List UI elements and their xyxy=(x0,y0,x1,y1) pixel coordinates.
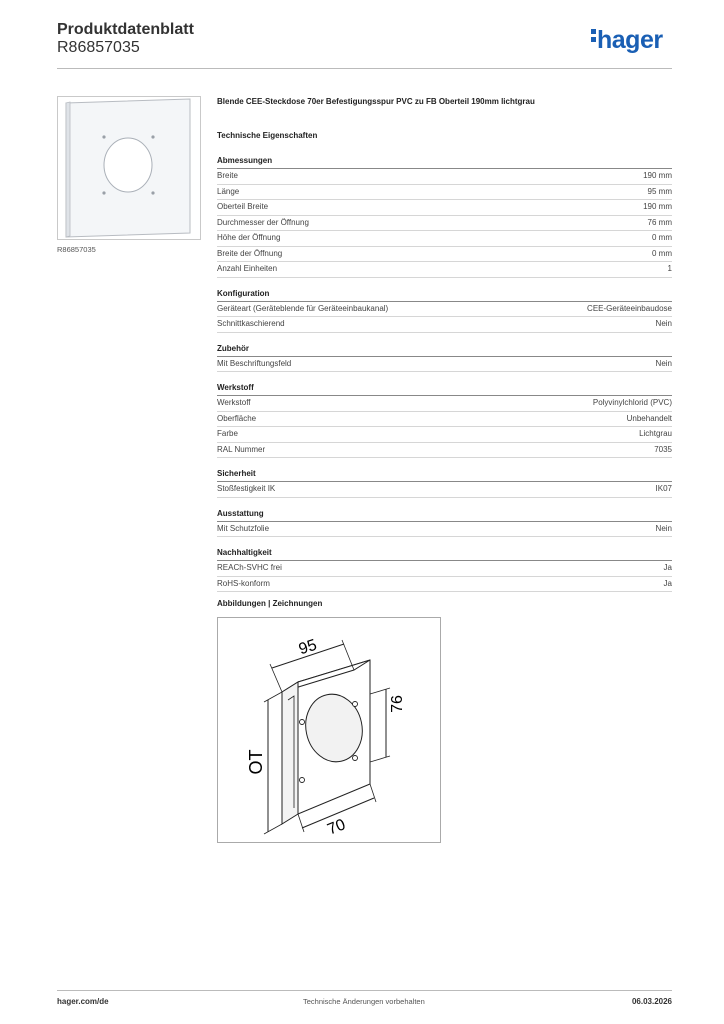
tech-heading: Technische Eigenschaften xyxy=(217,131,318,140)
property-value: 190 mm xyxy=(643,202,672,211)
property-value: Lichtgrau xyxy=(639,429,672,438)
property-value: 0 mm xyxy=(652,233,672,242)
footer-date: 06.03.2026 xyxy=(631,997,672,1006)
dim-bottom-label: 70 xyxy=(325,816,348,839)
section-title: Werkstoff xyxy=(217,381,672,396)
property-row xyxy=(217,577,672,593)
cover-plate-icon xyxy=(58,97,200,239)
property-row xyxy=(217,200,672,216)
property-value: 95 mm xyxy=(647,186,672,196)
section-title: Sicherheit xyxy=(217,467,672,482)
properties-tables xyxy=(217,149,672,592)
property-label: Höhe der Öffnung xyxy=(217,233,281,242)
property-label: Breite der Öffnung xyxy=(217,248,283,258)
property-value: Polyvinylchlorid (PVC) xyxy=(592,398,672,407)
page-title: Produktdatenblatt xyxy=(57,21,194,38)
property-label: Länge xyxy=(217,186,240,196)
property-value: 76 mm xyxy=(647,217,672,227)
section xyxy=(217,381,672,458)
section xyxy=(217,154,672,278)
property-row xyxy=(217,443,672,459)
illustrations-heading: Abbildungen | Zeichnungen xyxy=(217,599,323,608)
property-label: RAL Nummer xyxy=(217,444,266,454)
property-row xyxy=(217,317,672,333)
dim-side-label: OT xyxy=(246,749,266,775)
logo-dots-icon xyxy=(591,29,596,45)
property-value: Ja xyxy=(663,563,672,572)
section xyxy=(217,287,672,333)
header-divider xyxy=(57,68,672,69)
property-value: Ja xyxy=(663,578,672,588)
property-label: Durchmesser der Öffnung xyxy=(217,217,309,227)
property-label: Anzahl Einheiten xyxy=(217,264,278,273)
property-row xyxy=(217,482,672,498)
property-label: Breite xyxy=(217,171,238,180)
property-value: 0 mm xyxy=(652,248,672,258)
dim-width-label: 95 xyxy=(296,636,319,659)
property-row xyxy=(217,302,672,318)
property-value: CEE-Geräteeinbaudose xyxy=(587,303,672,313)
property-label: RoHS-konform xyxy=(217,578,270,588)
property-label: REACh-SVHC frei xyxy=(217,563,282,572)
property-row xyxy=(217,357,672,373)
product-image xyxy=(57,96,201,240)
product-title: Blende CEE-Steckdose 70er Befestigungsspur PVC zu FB Oberteil 190mm lichtgrau xyxy=(217,97,535,106)
property-value: Nein xyxy=(655,319,672,328)
section xyxy=(217,342,672,373)
property-row xyxy=(217,412,672,428)
footer-website-link[interactable]: hager.com/de xyxy=(57,997,109,1006)
article-number: R86857035 xyxy=(57,39,140,56)
property-row xyxy=(217,216,672,232)
footer-divider xyxy=(57,990,672,991)
property-row xyxy=(217,247,672,263)
property-value: Unbehandelt xyxy=(626,413,672,423)
property-row xyxy=(217,522,672,538)
section-title: Ausstattung xyxy=(217,507,672,522)
dim-height-label: 76 xyxy=(389,695,406,713)
section xyxy=(217,467,672,498)
section-title: Zubehör xyxy=(217,342,672,357)
property-label: Oberteil Breite xyxy=(217,202,269,211)
section xyxy=(217,546,672,592)
property-value: Nein xyxy=(655,358,672,368)
property-row xyxy=(217,561,672,577)
property-row xyxy=(217,427,672,443)
property-row xyxy=(217,185,672,201)
property-label: Farbe xyxy=(217,429,238,438)
image-caption: R86857035 xyxy=(57,245,96,254)
property-label: Geräteart (Geräteblende für Geräteeinbaukanal) xyxy=(217,303,389,313)
property-label: Mit Beschriftungsfeld xyxy=(217,358,292,368)
property-row xyxy=(217,231,672,247)
property-label: Werkstoff xyxy=(217,398,251,407)
section-title: Abmessungen xyxy=(217,154,672,169)
property-value: 190 mm xyxy=(643,171,672,180)
technical-drawing xyxy=(217,617,441,843)
property-label: Stoßfestigkeit IK xyxy=(217,484,276,493)
hager-logo[interactable] xyxy=(591,28,663,53)
property-value: Nein xyxy=(655,523,672,533)
property-value: IK07 xyxy=(655,484,672,493)
property-value: 7035 xyxy=(654,444,672,454)
property-label: Oberfläche xyxy=(217,413,257,423)
logo-text: hager xyxy=(597,26,663,54)
section xyxy=(217,507,672,538)
property-row xyxy=(217,396,672,412)
property-label: Mit Schutzfolie xyxy=(217,523,270,533)
property-value: 1 xyxy=(667,264,672,273)
property-row xyxy=(217,262,672,278)
section-title: Konfiguration xyxy=(217,287,672,302)
footer-notice: Technische Änderungen vorbehalten xyxy=(303,997,425,1006)
section-title: Nachhaltigkeit xyxy=(217,546,672,561)
property-row xyxy=(217,169,672,185)
property-label: Schnittkaschierend xyxy=(217,319,285,328)
